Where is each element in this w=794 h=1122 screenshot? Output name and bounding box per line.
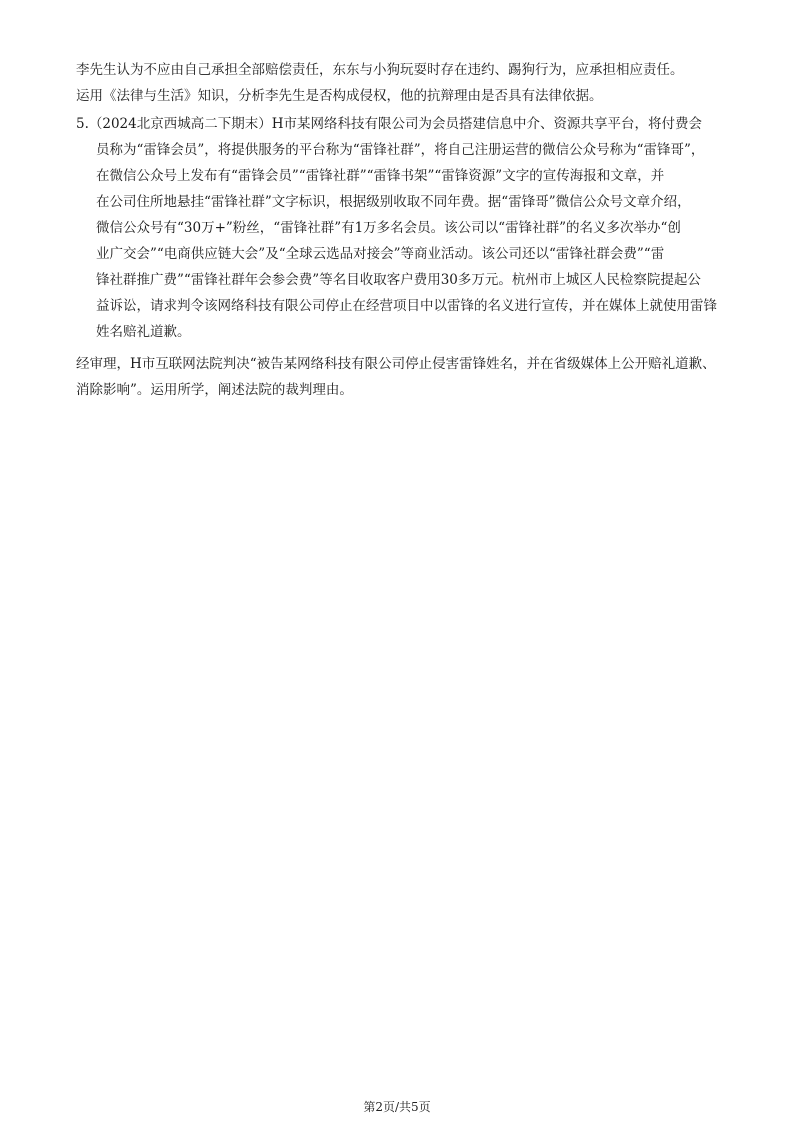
text-line: 微信公众号有“30万+”粉丝，“雷锋社群”有1万多名会员。该公司以“雷锋社群”的名义多次举办“创 (96, 220, 681, 236)
text-line: 业广交会”“电商供应链大会”及“全球云选品对接会”等商业活动。该公司还以“雷锋社群会费”“雷 (96, 246, 665, 262)
text-line: 锋社群推广费”“雷锋社群年会参会费”等名目收取客户费用30多万元。杭州市上城区人民检察院提起公 (96, 272, 701, 288)
text-line: 员称为“雷锋会员”，将提供服务的平台称为“雷锋社群”，将自己注册运营的微信公众号称为“雷锋哥”， (96, 142, 705, 158)
text-line: 在公司住所地悬挂“雷锋社群”文字标识，根据级别收取不同年费。据“雷锋哥”微信公众号文章介绍， (96, 194, 691, 210)
question-heading: 5.（2024北京西城高二下期末）H市某网络科技有限公司为会员搭建信息中介、资源共享平台，将付费会 (76, 116, 703, 132)
text-line: 益诉讼，请求判令该网络科技有限公司停止在经营项目中以雷锋的名义进行宣传，并在媒体上就使用雷锋 (96, 298, 717, 314)
text-line: 运用《法律与生活》知识，分析李先生是否构成侵权，他的抗辩理由是否具有法律依据。 (76, 88, 603, 104)
text-line: 消除影响”。运用所学，阐述法院的裁判理由。 (76, 382, 353, 398)
text-line: 在微信公众号上发布有“雷锋会员”“雷锋社群”“雷锋书架”“雷锋资源”文字的宣传海报和文章，并 (96, 168, 665, 184)
text-line: 姓名赔礼道歉。 (96, 324, 191, 340)
page-footer: 第2页/共5页 (363, 1100, 431, 1114)
text-line: 经审理，H市互联网法院判决“被告某网络科技有限公司停止侵害雷锋姓名，并在省级媒体上公开赔礼道歉、 (76, 356, 716, 372)
text-line: 李先生认为不应由自己承担全部赔偿责任，东东与小狗玩耍时存在违约、踢狗行为，应承担相应责任。 (76, 62, 684, 78)
